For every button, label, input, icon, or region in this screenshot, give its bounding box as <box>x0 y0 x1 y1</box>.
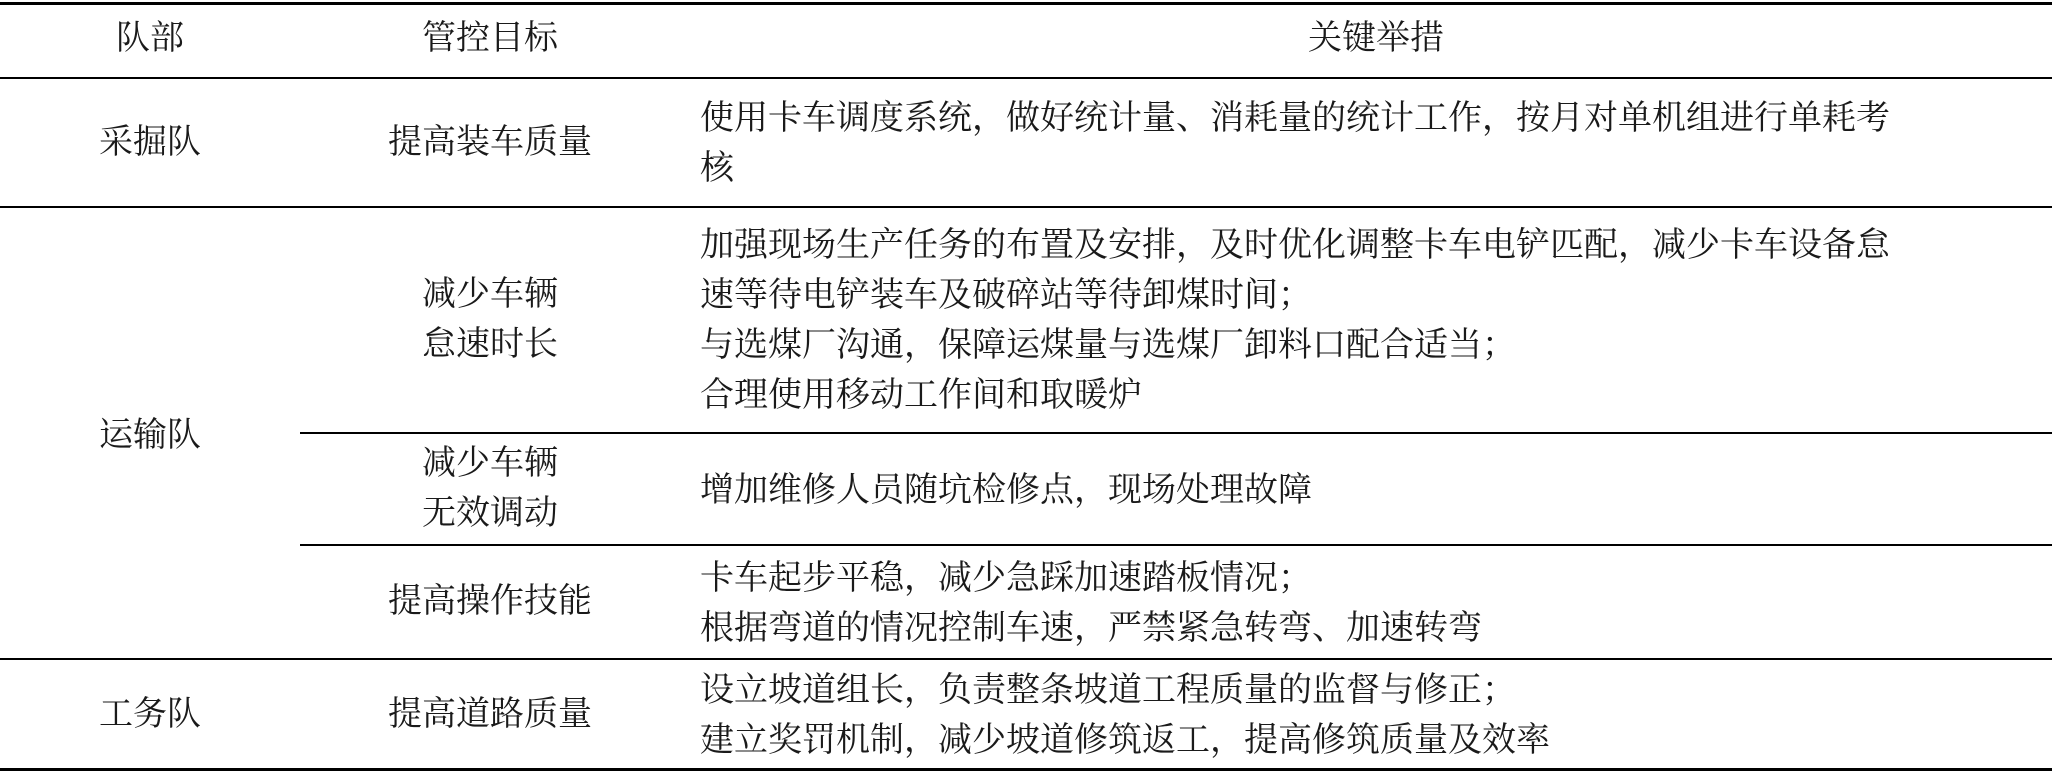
team-cell: 工务队 <box>99 694 201 734</box>
goal-cell <box>300 438 680 538</box>
goal-cell <box>300 269 680 369</box>
goal-line: 提高操作技能 <box>388 581 592 621</box>
header-team: 队部 <box>116 18 184 58</box>
goal-line: 无效调动 <box>422 493 558 533</box>
group-divider <box>0 206 2052 208</box>
goal-line: 怠速时长 <box>422 324 558 364</box>
goal-line: 提高装车质量 <box>388 122 592 162</box>
team-cell: 运输队 <box>99 415 201 455</box>
goal-line: 减少车辆 <box>422 274 558 314</box>
goal-cell <box>300 576 680 626</box>
measures-cell <box>700 665 2045 765</box>
team-cell: 采掘队 <box>99 122 201 162</box>
measure-line: 卡车起步平稳，减少急踩加速踏板情况； <box>700 558 1312 598</box>
row-divider <box>300 544 2052 546</box>
measure-line: 建立奖罚机制，减少坡道修筑返工，提高修筑质量及效率 <box>700 720 1550 760</box>
measure-line: 设立坡道组长，负责整条坡道工程质量的监督与修正； <box>700 670 1516 710</box>
measure-line: 合理使用移动工作间和取暖炉 <box>700 375 1142 415</box>
goal-line: 提高道路质量 <box>388 694 592 734</box>
measure-line: 加强现场生产任务的布置及安排，及时优化调整卡车电铲匹配，减少卡车设备怠 <box>700 225 1890 265</box>
group-divider <box>0 658 2052 660</box>
measures-cell <box>700 553 2045 653</box>
measure-line: 增加维修人员随坑检修点，现场处理故障 <box>700 470 1312 510</box>
measure-line: 核 <box>700 148 734 188</box>
header-measures: 关键举措 <box>1308 18 1444 58</box>
measure-line: 根据弯道的情况控制车速，严禁紧急转弯、加速转弯 <box>700 608 1482 648</box>
measures-cell <box>700 465 2045 515</box>
measure-line: 与选煤厂沟通，保障运煤量与选煤厂卸料口配合适当； <box>700 325 1516 365</box>
goal-cell <box>300 689 680 739</box>
header-rule <box>0 77 2052 79</box>
measure-line: 使用卡车调度系统，做好统计量、消耗量的统计工作，按月对单机组进行单耗考 <box>700 98 1890 138</box>
goal-cell <box>300 117 680 167</box>
measure-line: 速等待电铲装车及破碎站等待卸煤时间； <box>700 275 1312 315</box>
measures-cell <box>700 220 2045 420</box>
table-top-rule <box>0 2 2052 5</box>
row-divider <box>300 432 2052 434</box>
table-bottom-rule <box>0 768 2052 771</box>
header-goal: 管控目标 <box>422 18 558 58</box>
goal-line: 减少车辆 <box>422 443 558 483</box>
measures-cell <box>700 93 2045 193</box>
